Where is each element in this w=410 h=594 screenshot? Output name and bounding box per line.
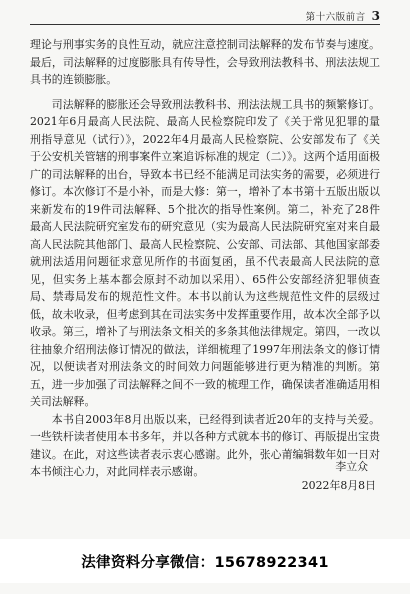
header-rule <box>30 24 380 25</box>
body-text <box>30 36 380 481</box>
sign-date: 2022年8月8日 <box>301 478 376 492</box>
signature-block <box>302 458 376 495</box>
header-right <box>306 9 380 23</box>
paragraph-continued: 理论与刑事实务的良性互动，就应注意控制司法解释的发布节奏与速度。最后，司法解释的过度膨胀具有传导性，会导致刑法教科书、刑法法规工具书的连锁膨胀。 <box>30 38 380 86</box>
page-number: 3 <box>371 9 380 23</box>
paragraph-revision: 司法解释的膨胀还会导致刑法教科书、刑法法规工具书的频繁修订。2021年6月最高人民法院、最高人民检察院印发了《关于常见犯罪的量刑指导意见（试行）》，2022年4月最高人民检察院、公安部发布了《关于公安机关管辖的刑事案件立案追诉标准的规定（二）》。这两个适用面极广的司法解释的出台，导致本书已经不能满足司法实务的需要，必须进行修订。本次修订不是小补，而是大修：第一，增补了本书第十五版出版以来新发布的19件司法解释、5个批次的指导性案例。第二，补充了28件最高人民法院研究室发布的研究意见（实为最高人民法院研究室对来自最高人民法院其他部门、最高人民检察院、公安部、司法部、其他国家部委就刑法适用问题征求意见所作的书面复函，虽不代表最高人民法院的意见，但实务上基本都会原封不动加以采用）、65件公安部经济犯罪侦查局、禁毒局发布的规范性文件。本书以前认为这些规范性文件的层级过低，故未收录，但考虑到其在司法实务中发挥重要作用，故本次全部予以收录。第三，增补了与刑法条文相关的多条其他法律规定。第四，一改以往抽象介绍刑法修订情况的做法，详细梳理了1997年刑法条文的修订情况，以便读者对刑法条文的时间效力问题能够进行更为精准的判断。第五，进一步加强了司法解释之间不一致的梳理工作，确保读者准确适用相关司法解释。 <box>30 97 380 408</box>
page-header <box>30 6 380 24</box>
author-name: 李立众 <box>335 460 368 473</box>
paragraph-gap <box>30 89 380 96</box>
watermark-text: 法律资料分享微信：15678922341 <box>81 554 329 571</box>
watermark-banner <box>0 539 410 583</box>
paragraph-thanks: 本书自2003年8月出版以来，已经得到读者近20年的支持与关爱。一些铁杆读者使用本书多年，并以各种方式就本书的修订、再版提出宝贵建议。在此，对这些读者表示衷心感谢。此外，张心莆编辑数年如一日对本书倾注心力，对此同样表示感谢。 <box>30 412 380 478</box>
section-title: 第十六版前言 <box>305 12 366 23</box>
